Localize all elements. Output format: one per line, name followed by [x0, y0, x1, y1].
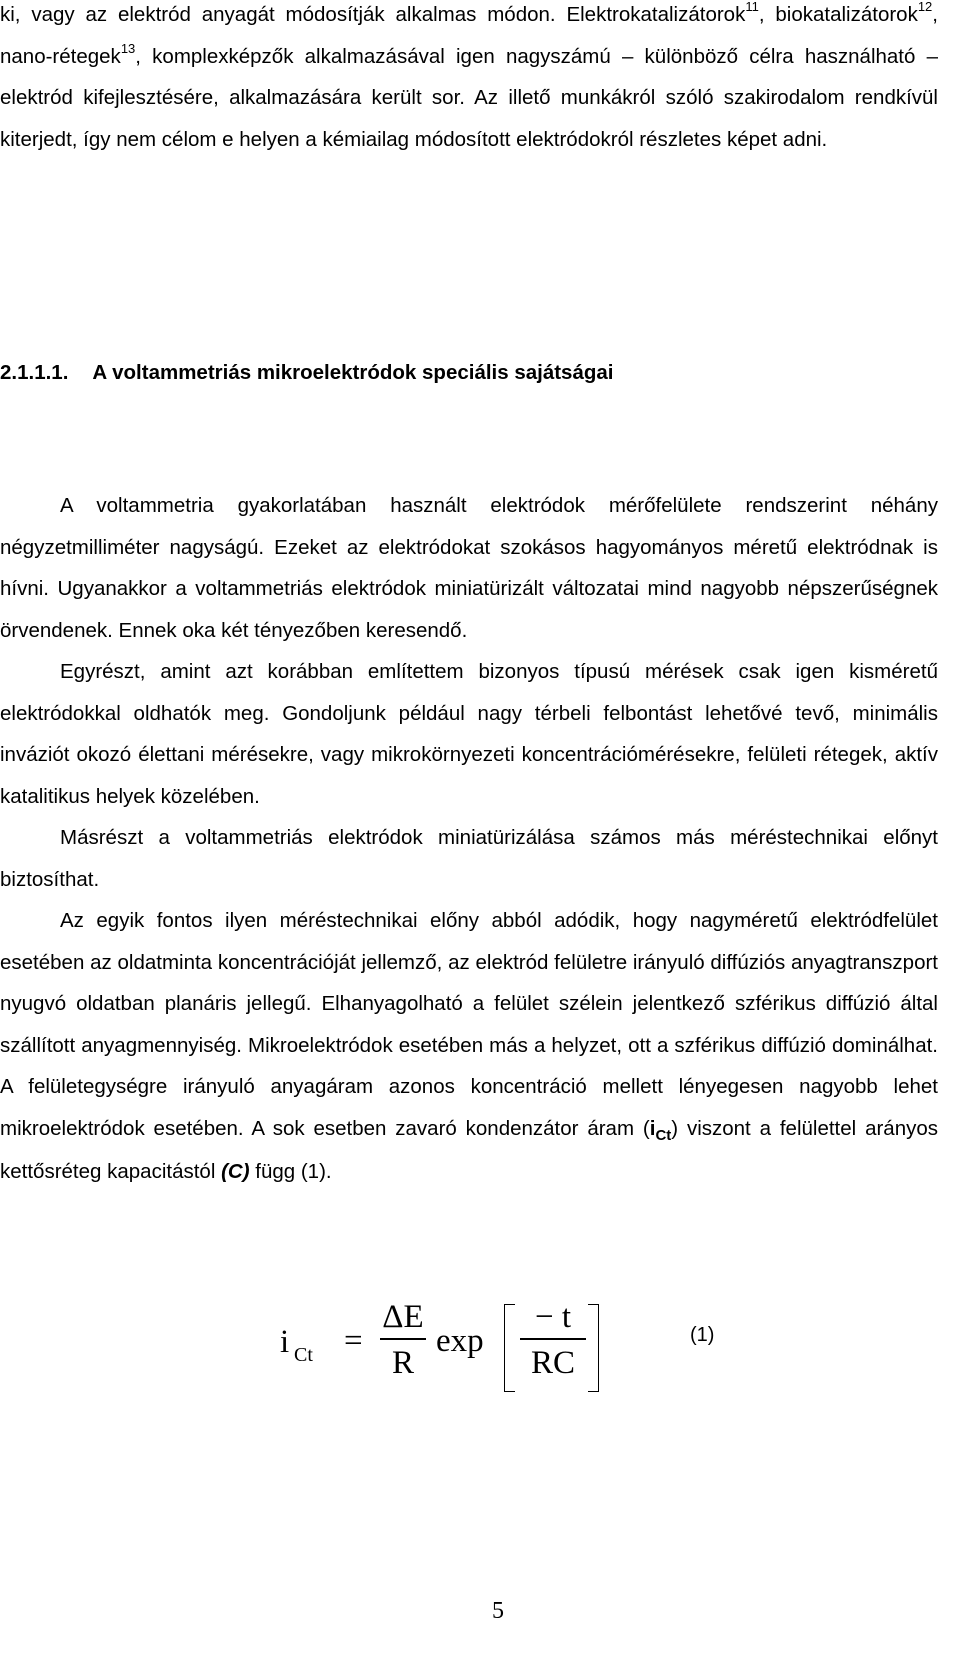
equation-number: (1) [690, 1324, 715, 1346]
fraction-2-denominator: RC [530, 1344, 576, 1381]
formula-exp: exp [436, 1323, 484, 1359]
fraction-1-denominator: R [391, 1344, 414, 1381]
body-text [0, 485, 938, 1193]
footnote-ref-12[interactable]: 12 [917, 0, 933, 15]
footnote-ref-11[interactable]: 11 [745, 0, 759, 15]
formula-lhs-subscript: Ct [294, 1344, 313, 1366]
paragraph-1: A voltammetria gyakorlatában használt elektródok mérőfelülete rendszerint néhány négyzetmilliméter nagyságú. Ezeket az elektródokat szokásos hagyományos méretű elektródnak is hívni. Ugyanakkor a voltammetriás elektródok miniatürizált változatai mind nagyobb népszerűségnek örvendenek. Ennek oka két tényezőben keresendő. [0, 494, 938, 642]
fraction-1-numerator: ΔE [382, 1299, 424, 1335]
footnote-ref-13[interactable]: 13 [120, 40, 136, 56]
formula-fraction-2 [520, 1296, 586, 1382]
formula-lhs: i [280, 1324, 290, 1360]
paragraph-3: Másrészt a voltammetriás elektródok miniatürizálása számos más méréstechnikai előnyt biztosíthat. [0, 826, 938, 891]
capacitor-current-subscript: Ct [655, 1126, 672, 1144]
equation-1 [280, 1296, 840, 1406]
page-number: 5 [492, 1598, 504, 1624]
right-bracket [588, 1304, 599, 1392]
section-title: A voltammetriás mikroelektródok speciális sajátságai [92, 361, 614, 384]
capacitor-current-symbol: i [649, 1116, 656, 1140]
fraction-2-numerator: − t [534, 1299, 572, 1335]
capacitance-symbol: (C) [221, 1160, 250, 1183]
paragraph-2: Egyrészt, amint azt korábban említettem bizonyos típusú mérések csak igen kisméretű elektródokkal oldhatók meg. Gondoljunk például nagy térbeli felbontást lehetővé tevő, minimális inváziót okozó élettani mérésekre, vagy mikrokörnyezeti koncentrációmérésekre, felületi rétegek, aktív katalitikus helyek közelében. [0, 660, 938, 808]
paragraph-4: Az egyik fontos ilyen méréstechnikai előny abból adódik, hogy nagyméretű elektródfelület esetében az oldatminta koncentrációját jellemző, az elektród felületre irányuló diffúziós anyagtranszport nyugvó oldatban planáris jellegű. Elhanyagolható a felület szélein jelentkező szférikus diffúzió által szállított anyagmennyiség. Mikroelektródok esetében más a helyzet, ott a szférikus diffúzió dominálhat. A felületegységre irányuló anyagáram azonos koncentráció mellett lényegesen nagyobb lehet mikroelektródok esetében. A sok esetben zavaró kondenzátor áram $(i_{Ct})$ viszont a felülettel arányos kettősréteg kapacitástól (C) függ (1). [0, 909, 938, 1183]
section-number: 2.1.1.1. [0, 361, 69, 384]
formula-fraction-1 [380, 1296, 426, 1382]
section-heading [0, 358, 938, 388]
intro-paragraph: ki, vagy az elektród anyagát módosítják alkalmas módon. Elektrokatalizátorok$^{11}$, biokatalizátorok$^{12}$, nano-rétegek$^{13}$, komplexképzők alkalmazásával igen nagyszámú – különböző célra használható – elektród kifejlesztésére, alkalmazására került sor. Az illető munkákról szóló szakirodalom rendkívül kiterjedt, így nem célom e helyen a kémiailag módosított elektródokról részletes képet adni. [0, 0, 938, 151]
left-bracket [504, 1304, 515, 1392]
formula-equals: = [344, 1323, 363, 1359]
